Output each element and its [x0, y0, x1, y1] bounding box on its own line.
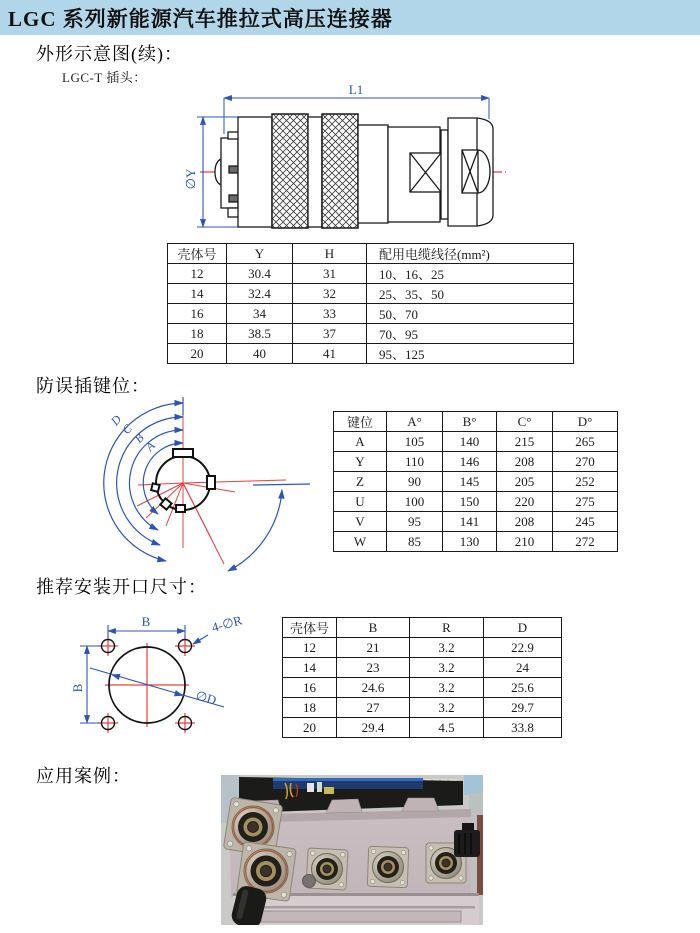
table-cell: 29.7	[484, 698, 562, 718]
arc-label-d: D	[107, 412, 125, 429]
page-header	[0, 0, 700, 35]
table-row	[168, 264, 574, 284]
column-header: 壳体号	[283, 618, 337, 638]
table-cell: 208	[497, 452, 553, 472]
table-cell: 270	[553, 452, 618, 472]
table-row	[168, 344, 574, 364]
table-cell: 18	[283, 698, 337, 718]
arc-label-a: A	[142, 438, 158, 454]
table-cell: 100	[387, 492, 443, 512]
b-left-dimension-label: B	[70, 683, 85, 693]
knurled-ring-2	[322, 114, 358, 228]
table-cell: 90	[387, 472, 443, 492]
photo-background	[464, 775, 483, 795]
table-cell: 215	[497, 432, 553, 452]
cutout-diameter-label: ∅D	[194, 687, 219, 708]
mounting-lug	[402, 798, 439, 811]
cutout-dimensions	[80, 625, 224, 723]
knurled-ring-1	[272, 114, 308, 228]
table-cell: 252	[553, 472, 618, 492]
table-cell: 210	[497, 532, 553, 552]
connector-body-outline	[215, 114, 493, 228]
table-cell: 110	[387, 452, 443, 472]
column-header: A°	[387, 412, 443, 432]
table-cell: 70、95	[367, 324, 574, 344]
table-cell: 205	[497, 472, 553, 492]
table-cell: 150	[443, 492, 497, 512]
table-cell: 12	[283, 638, 337, 658]
column-header: D°	[553, 412, 618, 432]
table-cell: 30.4	[227, 264, 293, 284]
table-row	[283, 678, 562, 698]
table-row	[168, 304, 574, 324]
table-row	[283, 638, 562, 658]
table-cell: 31	[293, 264, 367, 284]
connector-side-view-drawing	[178, 82, 518, 240]
table-cell: 130	[443, 532, 497, 552]
table-cell: 3.2	[410, 678, 484, 698]
b-top-dimension-label: B	[141, 614, 151, 629]
table-cell: 265	[553, 432, 618, 452]
table-cell: 208	[497, 512, 553, 532]
arc-label-b: B	[131, 430, 147, 446]
table-row	[283, 718, 562, 738]
table-cell: 25、35、50	[367, 284, 574, 304]
table-cell: 18	[168, 324, 227, 344]
column-header: B°	[443, 412, 497, 432]
column-header: 配用电缆线径(mm²)	[367, 244, 574, 264]
table-cell: 14	[168, 284, 227, 304]
table-cell: 32.4	[227, 284, 293, 304]
table-cell: 23	[337, 658, 410, 678]
table-cell: 140	[443, 432, 497, 452]
table-cell: 10、16、25	[367, 264, 574, 284]
table-cell: 105	[387, 432, 443, 452]
table-cell: 50、70	[367, 304, 574, 324]
table-cell: 25.6	[484, 678, 562, 698]
table-cell: 33.8	[484, 718, 562, 738]
table-cell: 16	[283, 678, 337, 698]
table-row	[168, 284, 574, 304]
panel-plug	[303, 875, 316, 888]
keying-section-heading: 防误插键位：	[36, 376, 150, 396]
table-cell: 27	[337, 698, 410, 718]
table-cell: 29.4	[337, 718, 410, 738]
table-header-row	[168, 244, 574, 264]
mounting-section-heading: 推荐安装开口尺寸：	[36, 577, 207, 597]
table-cell: 34	[227, 304, 293, 324]
table-row	[168, 324, 574, 344]
column-header: C°	[497, 412, 553, 432]
shell-size-table	[167, 243, 574, 364]
plug-type-subheading: LGC-T 插头：	[62, 70, 147, 85]
table-row	[283, 658, 562, 678]
table-cell: 3.2	[410, 698, 484, 718]
table-cell: 38.5	[227, 324, 293, 344]
table-cell: 272	[553, 532, 618, 552]
table-row	[334, 512, 618, 532]
column-header: D	[484, 618, 562, 638]
table-cell: 141	[443, 512, 497, 532]
mounting-cutout-diagram	[50, 598, 285, 750]
table-cell: 3.2	[410, 658, 484, 678]
table-cell: 20	[168, 344, 227, 364]
diameter-dimension-label: ∅Y	[183, 168, 198, 190]
table-cell: 16	[168, 304, 227, 324]
column-header: Y	[227, 244, 293, 264]
table-cell: 24.6	[337, 678, 410, 698]
table-cell: 245	[553, 512, 618, 532]
table-row	[334, 432, 618, 452]
table-cell: 24	[484, 658, 562, 678]
table-cell: Y	[334, 452, 387, 472]
table-cell: 14	[283, 658, 337, 678]
table-cell: 20	[283, 718, 337, 738]
table-cell: U	[334, 492, 387, 512]
table-cell: 3.2	[410, 638, 484, 658]
table-cell: 85	[387, 532, 443, 552]
outline-section-heading: 外形示意图(续)：	[36, 44, 183, 64]
application-section-heading: 应用案例：	[36, 766, 131, 786]
table-cell: 95	[387, 512, 443, 532]
mounting-size-table	[282, 617, 562, 738]
table-cell: 12	[168, 264, 227, 284]
table-cell: 275	[553, 492, 618, 512]
table-cell: 21	[337, 638, 410, 658]
column-header: 壳体号	[168, 244, 227, 264]
table-cell: A	[334, 432, 387, 452]
table-header-row	[334, 412, 618, 432]
table-cell: 146	[443, 452, 497, 472]
table-cell: 22.9	[484, 638, 562, 658]
page-title: LGC 系列新能源汽车推拉式高压连接器	[8, 6, 393, 31]
column-header: 键位	[334, 412, 387, 432]
column-header: R	[410, 618, 484, 638]
mounting-lug	[326, 799, 362, 813]
arc-label-c: C	[119, 421, 135, 437]
column-header: B	[337, 618, 410, 638]
l1-dimension-label: L1	[348, 82, 364, 97]
key-position-table	[333, 411, 618, 552]
table-cell: Z	[334, 472, 387, 492]
table-cell: 220	[497, 492, 553, 512]
table-cell: 37	[293, 324, 367, 344]
table-cell: 33	[293, 304, 367, 324]
table-row	[334, 452, 618, 472]
table-cell: 145	[443, 472, 497, 492]
table-cell: 32	[293, 284, 367, 304]
table-cell: W	[334, 532, 387, 552]
keying-diagram	[63, 385, 313, 577]
column-header: H	[293, 244, 367, 264]
table-header-row	[283, 618, 562, 638]
table-row	[283, 698, 562, 718]
mounting-holes-label: 4-∅R	[210, 612, 244, 635]
application-photo	[221, 775, 483, 925]
table-row	[334, 472, 618, 492]
table-row	[334, 492, 618, 512]
table-row	[334, 532, 618, 552]
table-cell: 41	[293, 344, 367, 364]
table-cell: 4.5	[410, 718, 484, 738]
table-cell: 40	[227, 344, 293, 364]
table-cell: V	[334, 512, 387, 532]
table-cell: 95、125	[367, 344, 574, 364]
